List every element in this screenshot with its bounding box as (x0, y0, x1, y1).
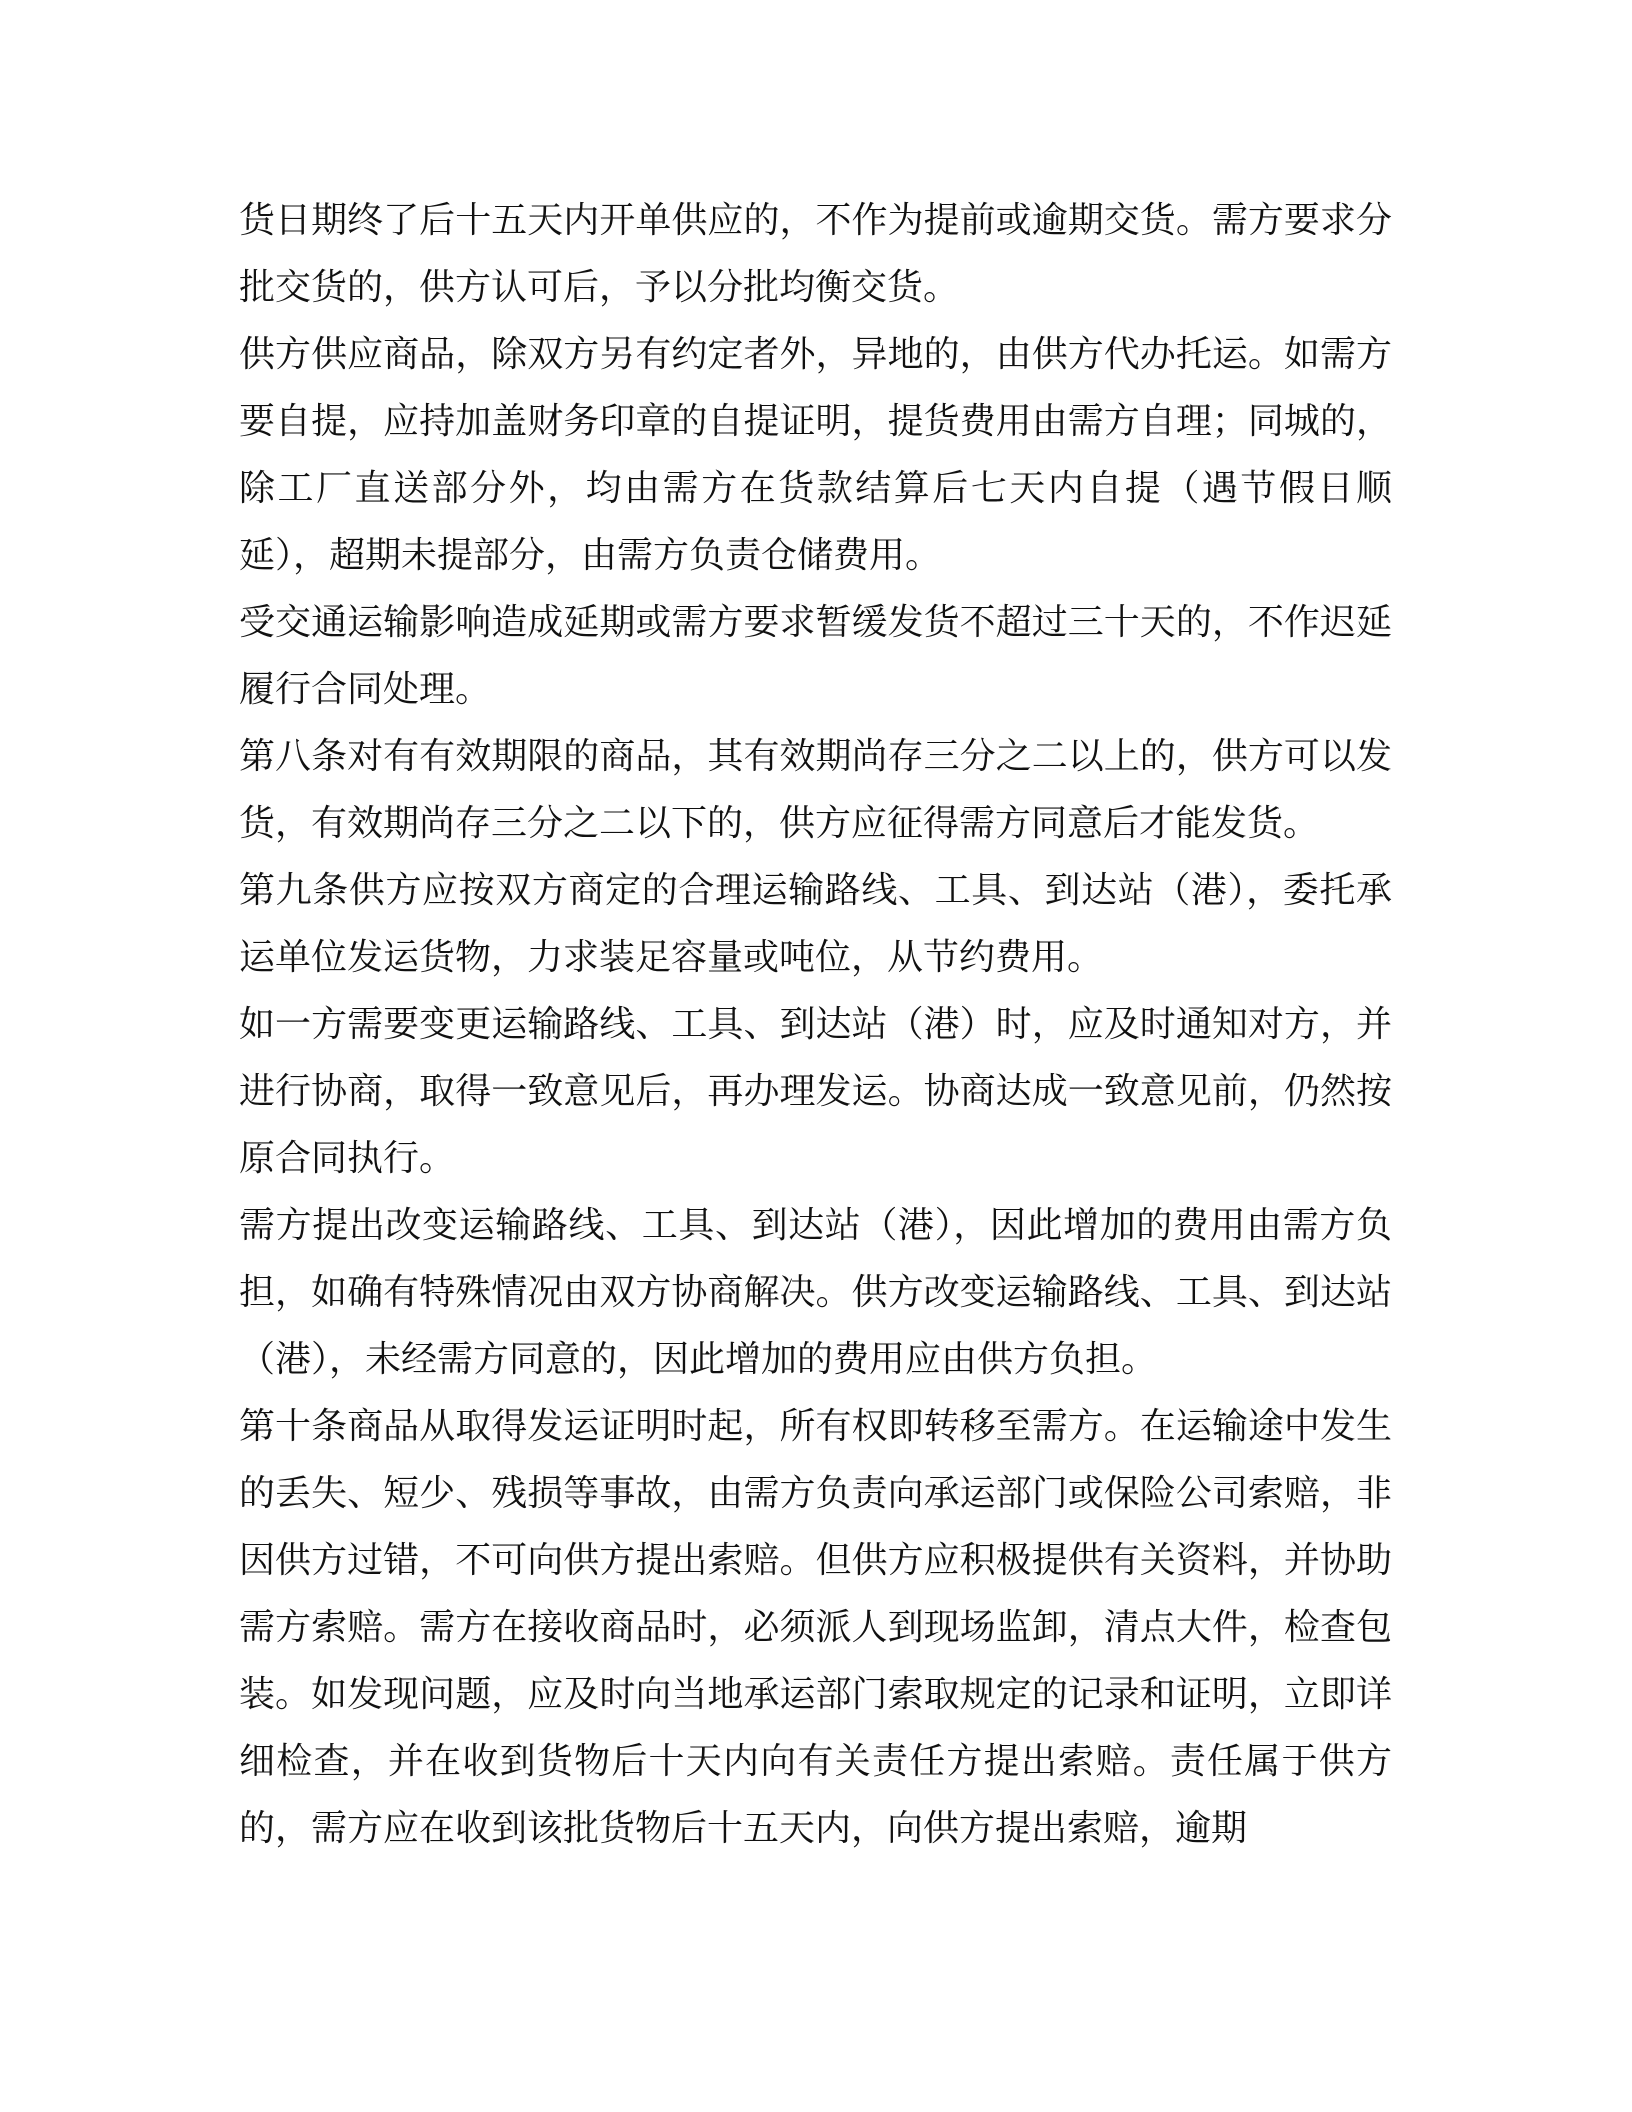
paragraph-delivery-schedule: 货日期终了后十五天内开单供应的，不作为提前或逾期交货。需方要求分批交货的，供方认可后，予以分批均衡交货。 (239, 200, 1392, 308)
paragraph-article-ten: 第十条商品从取得发运证明时起，所有权即转移至需方。在运输途中发生的丢失、短少、残损等事故，由需方负责向承运部门或保险公司索赔，非因供方过错，不可向供方提出索赔。但供方应积极提供有关资料，并协助需方索赔。需方在接收商品时，必须派人到现场监卸，清点大件，检查包装。如发现问题，应及时向当地承运部门索取规定的记录和证明，立即详细检查，并在收到货物后十天内向有关责任方提出索赔。责任属于供方的，需方应在收到该批货物后十五天内，向供方提出索赔，逾期 (239, 1406, 1392, 1849)
paragraph-article-eight: 第八条对有有效期限的商品，其有效期尚存三分之二以上的，供方可以发货，有效期尚存三分之二以下的，供方应征得需方同意后才能发货。 (239, 736, 1392, 844)
paragraph-route-change: 如一方需要变更运输路线、工具、到达站（港）时，应及时通知对方，并进行协商，取得一致意见后，再办理发运。协商达成一致意见前，仍然按原合同执行。 (239, 1004, 1392, 1179)
paragraph-route-change-cost: 需方提出改变运输路线、工具、到达站（港），因此增加的费用由需方负担，如确有特殊情况由双方协商解决。供方改变运输路线、工具、到达站（港），未经需方同意的，因此增加的费用应由供方负担。 (239, 1205, 1392, 1380)
paragraph-shipping-pickup: 供方供应商品，除双方另有约定者外，异地的，由供方代办托运。如需方要自提，应持加盖财务印章的自提证明，提货费用由需方自理；同城的，除工厂直送部分外，均由需方在货款结算后七天内自提（遇节假日顺延），超期未提部分，由需方负责仓储费用。 (239, 334, 1392, 576)
document-body (239, 187, 1392, 1862)
paragraph-transport-delay: 受交通运输影响造成延期或需方要求暂缓发货不超过三十天的，不作迟延履行合同处理。 (239, 602, 1392, 710)
paragraph-article-nine: 第九条供方应按双方商定的合理运输路线、工具、到达站（港），委托承运单位发运货物，力求装足容量或吨位，从节约费用。 (239, 870, 1392, 978)
